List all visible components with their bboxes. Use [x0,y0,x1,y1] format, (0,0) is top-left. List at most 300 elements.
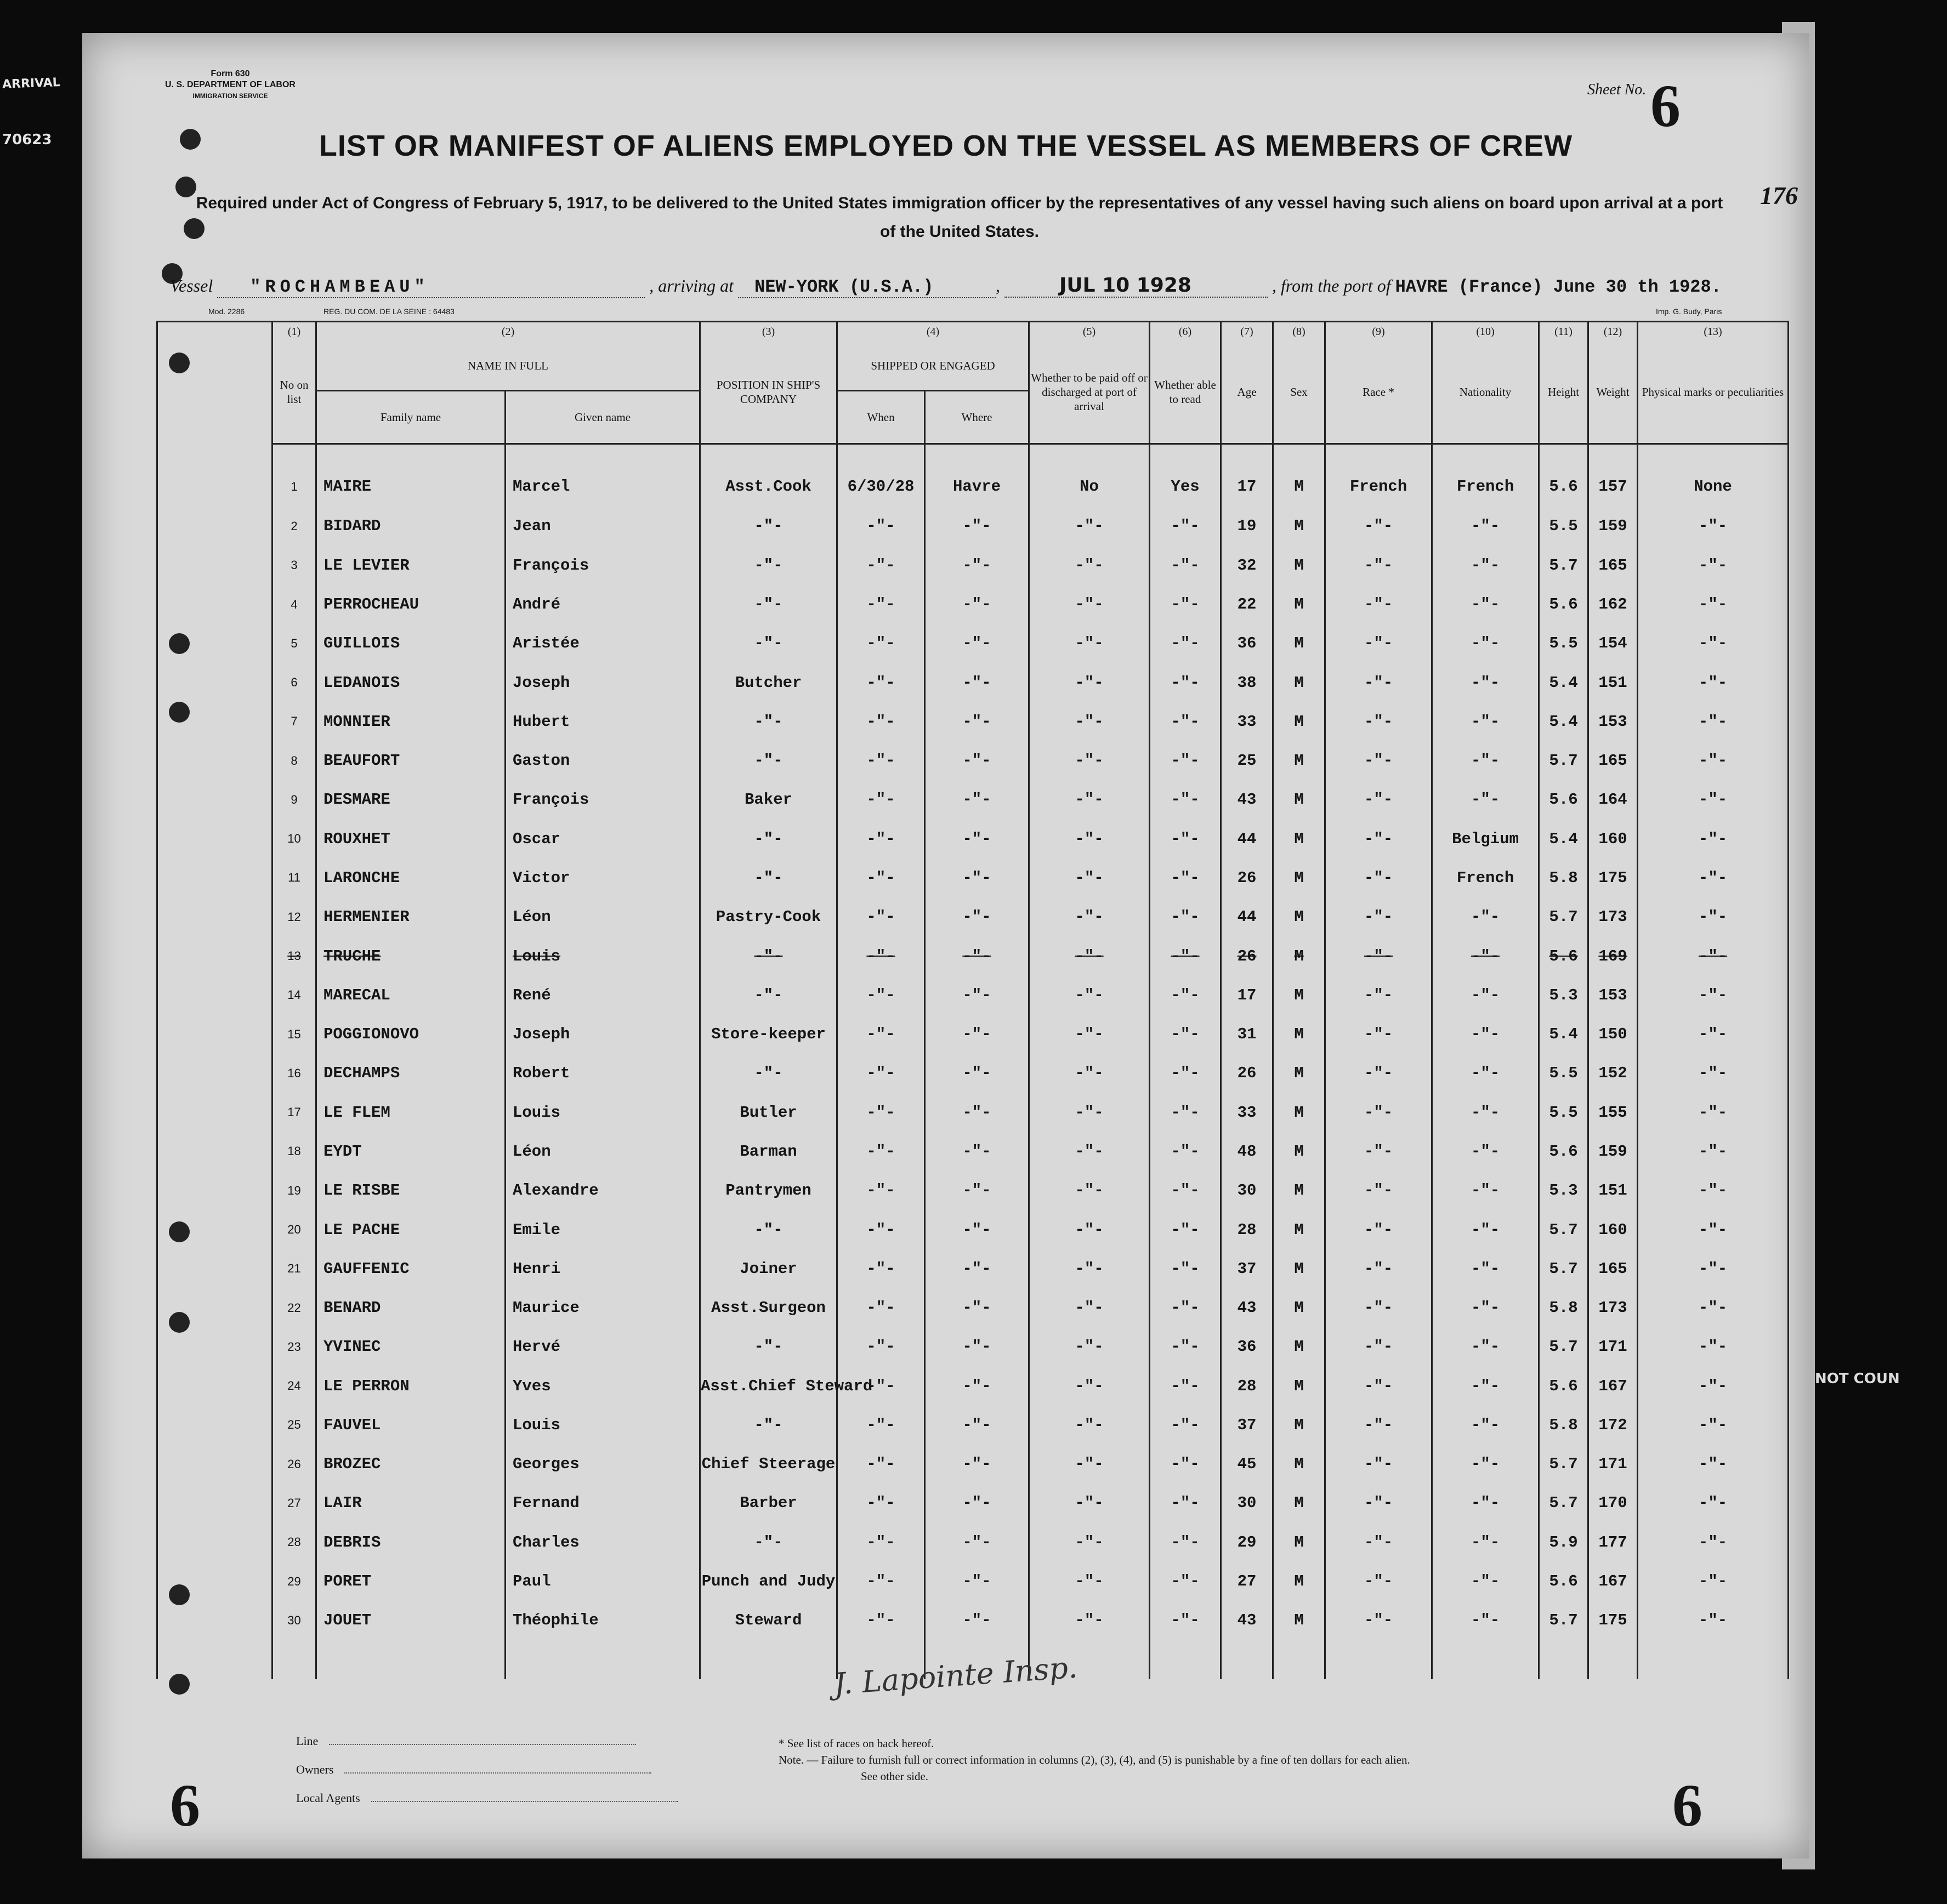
footnote [779,1735,1410,1784]
physical-marks: None [1638,444,1789,507]
arrival-port: NEW-YORK (U.S.A.) [738,277,996,298]
height: 5.6 [1539,780,1588,819]
nationality: -"- [1432,1210,1539,1249]
header-nationality: Nationality [1432,341,1539,444]
position: -"- [700,976,837,1015]
able-to-read: -"- [1150,546,1221,585]
position: Asst.Chief Steward [700,1366,837,1405]
given-name: Marcel [506,444,700,507]
margin-cell [157,820,273,859]
row-number: 17 [273,1093,316,1132]
margin-cell [157,1601,273,1640]
given-name: Maurice [506,1288,700,1327]
owners-field [344,1772,651,1774]
weight: 167 [1588,1366,1638,1405]
row-number: 28 [273,1523,316,1562]
family-name: LE LEVIER [316,546,506,585]
margin-cell [157,1093,273,1132]
shipped-where: -"- [925,1288,1029,1327]
weight: 177 [1588,1523,1638,1562]
margin-cell [157,1249,273,1288]
margin-cell [157,1015,273,1054]
paid-off: -"- [1029,1288,1150,1327]
row-number: 7 [273,702,316,741]
age: 25 [1221,741,1273,780]
physical-marks: -"- [1638,1054,1789,1093]
age: 37 [1221,1406,1273,1445]
able-to-read: -"- [1150,1015,1221,1054]
table-row [157,1406,1789,1445]
arriving-label: , arriving at [649,276,734,295]
able-to-read: -"- [1150,1171,1221,1210]
race: -"- [1325,702,1432,741]
family-name: LE FLEM [316,1093,506,1132]
physical-marks: -"- [1638,507,1789,545]
paid-off: -"- [1029,1406,1150,1445]
owners-label: Owners [296,1763,334,1776]
margin-cell [157,936,273,975]
age: 17 [1221,444,1273,507]
given-name: Georges [506,1445,700,1484]
family-name: LAIR [316,1484,506,1522]
age: 19 [1221,507,1273,545]
family-name: MAIRE [316,444,506,507]
nationality: -"- [1432,1015,1539,1054]
row-number: 5 [273,624,316,663]
weight: 169 [1588,936,1638,975]
race: -"- [1325,820,1432,859]
family-name: HERMENIER [316,897,506,936]
inspector-signature: J. Lapointe Insp. [832,1650,1078,1702]
position: -"- [700,1523,837,1562]
printer-reference: Imp. G. Budy, Paris [1656,307,1722,316]
height: 5.7 [1539,1445,1588,1484]
paid-off: -"- [1029,1171,1150,1210]
shipped-when: -"- [837,702,925,741]
race: -"- [1325,624,1432,663]
table-row [157,1562,1789,1601]
table-row [157,444,1789,507]
able-to-read: -"- [1150,1445,1221,1484]
paid-off: -"- [1029,546,1150,585]
header-weight: Weight [1588,341,1638,444]
sex: M [1273,1445,1325,1484]
margin-column-header [157,322,273,444]
registry-reference: REG. DU COM. DE LA SEINE : 64483 [323,307,455,316]
able-to-read: -"- [1150,897,1221,936]
arrival-date-stamp: JUL 10 1928 [1004,274,1268,298]
weight: 173 [1588,1288,1638,1327]
family-name: PERROCHEAU [316,585,506,624]
height: 5.3 [1539,1171,1588,1210]
nationality: -"- [1432,1445,1539,1484]
table-row [157,1327,1789,1366]
paid-off: -"- [1029,1601,1150,1640]
race-footnote: * See list of races on back hereof. [779,1737,934,1750]
sex: M [1273,1327,1325,1366]
line-field [329,1744,636,1745]
empty-cell [1539,1640,1588,1679]
able-to-read: -"- [1150,1601,1221,1640]
sex: M [1273,585,1325,624]
paid-off: -"- [1029,859,1150,897]
nationality: -"- [1432,1327,1539,1366]
height: 5.8 [1539,1288,1588,1327]
weight: 175 [1588,1601,1638,1640]
table-row [157,820,1789,859]
weight: 171 [1588,1327,1638,1366]
family-name: BIDARD [316,507,506,545]
table-row [157,1132,1789,1171]
height: 5.4 [1539,663,1588,702]
row-number: 2 [273,507,316,545]
weight: 165 [1588,546,1638,585]
vessel-name: "ROCHAMBEAU" [217,277,645,298]
row-number: 15 [273,1015,316,1054]
physical-marks: -"- [1638,936,1789,975]
paid-off: -"- [1029,663,1150,702]
sex: M [1273,444,1325,507]
height: 5.5 [1539,624,1588,663]
nationality: -"- [1432,702,1539,741]
shipped-where: -"- [925,1093,1029,1132]
height: 5.6 [1539,1366,1588,1405]
able-to-read: -"- [1150,1523,1221,1562]
able-to-read: -"- [1150,1484,1221,1522]
able-to-read: -"- [1150,585,1221,624]
row-number: 19 [273,1171,316,1210]
col-num: (7) [1221,322,1273,342]
margin-cell [157,702,273,741]
position: Asst.Cook [700,444,837,507]
weight: 172 [1588,1406,1638,1445]
age: 43 [1221,1601,1273,1640]
shipped-where: -"- [925,1054,1029,1093]
header-shipped-engaged: SHIPPED OR ENGAGED [837,341,1029,391]
nationality: -"- [1432,1054,1539,1093]
position: Butler [700,1093,837,1132]
shipped-where: -"- [925,1601,1029,1640]
position: -"- [700,1054,837,1093]
position: Store-keeper [700,1015,837,1054]
row-number: 14 [273,976,316,1015]
given-name: Henri [506,1249,700,1288]
paid-off: -"- [1029,585,1150,624]
race: -"- [1325,1015,1432,1054]
col-num: (11) [1539,322,1588,342]
family-name: MONNIER [316,702,506,741]
position: -"- [700,1327,837,1366]
sheet-number-label: Sheet No. [1587,81,1647,98]
page-title: LIST OR MANIFEST OF ALIENS EMPLOYED ON THE VESSEL AS MEMBERS OF CREW [319,129,1573,162]
position: Punch and Judy [700,1562,837,1601]
age: 43 [1221,780,1273,819]
sex: M [1273,507,1325,545]
paid-off: -"- [1029,780,1150,819]
nationality: French [1432,859,1539,897]
given-name: Théophile [506,1601,700,1640]
family-name: PORET [316,1562,506,1601]
table-row [157,507,1789,545]
given-name: Robert [506,1054,700,1093]
height: 5.7 [1539,1484,1588,1522]
physical-marks: -"- [1638,1015,1789,1054]
position: -"- [700,585,837,624]
weight: 165 [1588,741,1638,780]
given-name: Oscar [506,820,700,859]
physical-marks: -"- [1638,820,1789,859]
given-name: Paul [506,1562,700,1601]
table-row [157,1093,1789,1132]
age: 26 [1221,1054,1273,1093]
age: 33 [1221,1093,1273,1132]
age: 36 [1221,1327,1273,1366]
race: -"- [1325,1406,1432,1445]
sex: M [1273,1366,1325,1405]
header-position: POSITION IN SHIP'S COMPANY [700,341,837,444]
able-to-read: -"- [1150,1366,1221,1405]
height: 5.7 [1539,1210,1588,1249]
shipped-when: -"- [837,1366,925,1405]
empty-cell [1325,1640,1432,1679]
col-num: (10) [1432,322,1539,342]
race: -"- [1325,1327,1432,1366]
able-to-read: -"- [1150,1406,1221,1445]
given-name: Hubert [506,702,700,741]
physical-marks: -"- [1638,1445,1789,1484]
department-name: U. S. DEPARTMENT OF LABOR [165,80,296,89]
weight: 160 [1588,1210,1638,1249]
able-to-read: -"- [1150,976,1221,1015]
paid-off: -"- [1029,702,1150,741]
position: -"- [700,624,837,663]
able-to-read: -"- [1150,624,1221,663]
position: -"- [700,741,837,780]
given-name: Gaston [506,741,700,780]
nationality: -"- [1432,1288,1539,1327]
sex: M [1273,976,1325,1015]
weight: 154 [1588,624,1638,663]
row-number: 26 [273,1445,316,1484]
row-number: 6 [273,663,316,702]
shipped-when: -"- [837,780,925,819]
table-row [157,546,1789,585]
shipped-where: -"- [925,1210,1029,1249]
paid-off: -"- [1029,976,1150,1015]
able-to-read: -"- [1150,702,1221,741]
position: -"- [700,1406,837,1445]
weight: 155 [1588,1093,1638,1132]
able-to-read: -"- [1150,1327,1221,1366]
left-stamp-number: 70623 [2,132,52,148]
empty-cell [1273,1640,1325,1679]
family-name: GUILLOIS [316,624,506,663]
sex: M [1273,1054,1325,1093]
col-num: (1) [273,322,316,342]
table-row [157,936,1789,975]
race: -"- [1325,859,1432,897]
physical-marks: -"- [1638,780,1789,819]
able-to-read: -"- [1150,936,1221,975]
nationality: -"- [1432,976,1539,1015]
race: -"- [1325,976,1432,1015]
row-number: 12 [273,897,316,936]
model-reference: Mod. 2286 [208,307,245,316]
age: 38 [1221,663,1273,702]
column-header-row [157,341,1789,391]
col-num: (2) [316,322,700,342]
weight: 160 [1588,820,1638,859]
sex: M [1273,897,1325,936]
nationality: -"- [1432,1171,1539,1210]
shipped-where: -"- [925,663,1029,702]
sheet-number-bottom-right: 6 [1672,1772,1702,1839]
race: -"- [1325,1562,1432,1601]
age: 26 [1221,936,1273,975]
header-age: Age [1221,341,1273,444]
table-row [157,1054,1789,1093]
physical-marks: -"- [1638,1132,1789,1171]
nationality: -"- [1432,1562,1539,1601]
sex: M [1273,1132,1325,1171]
margin-cell [157,897,273,936]
paid-off: No [1029,444,1150,507]
position: Asst.Surgeon [700,1288,837,1327]
header-family-name: Family name [316,391,506,444]
sex: M [1273,546,1325,585]
header-physical-marks: Physical marks or peculiarities [1638,341,1789,444]
margin-cell [157,1523,273,1562]
height: 5.7 [1539,1601,1588,1640]
weight: 157 [1588,444,1638,507]
see-other-side: See other side. [861,1770,929,1783]
position: Steward [700,1601,837,1640]
margin-cell [157,1210,273,1249]
table-row [157,1484,1789,1522]
shipped-where: -"- [925,1015,1029,1054]
shipped-when: -"- [837,1132,925,1171]
race: -"- [1325,1210,1432,1249]
sex: M [1273,1015,1325,1054]
race: -"- [1325,1445,1432,1484]
paid-off: -"- [1029,741,1150,780]
shipped-where: -"- [925,936,1029,975]
header-race: Race * [1325,341,1432,444]
shipped-when: 6/30/28 [837,444,925,507]
row-number: 27 [273,1484,316,1522]
shipped-when: -"- [837,507,925,545]
table-row [157,976,1789,1015]
shipped-where: -"- [925,820,1029,859]
row-number: 8 [273,741,316,780]
row-number: 21 [273,1249,316,1288]
sex: M [1273,1093,1325,1132]
age: 36 [1221,624,1273,663]
table-row [157,585,1789,624]
margin-cell [157,1484,273,1522]
height: 5.5 [1539,507,1588,545]
shipped-when: -"- [837,820,925,859]
physical-marks: -"- [1638,1249,1789,1288]
sex: M [1273,820,1325,859]
table-row [157,780,1789,819]
weight: 175 [1588,859,1638,897]
position: -"- [700,702,837,741]
table-row [157,624,1789,663]
able-to-read: -"- [1150,507,1221,545]
nationality: -"- [1432,546,1539,585]
margin-cell [157,624,273,663]
able-to-read: -"- [1150,820,1221,859]
able-to-read: -"- [1150,1093,1221,1132]
position: Barman [700,1132,837,1171]
row-number: 18 [273,1132,316,1171]
height: 5.6 [1539,585,1588,624]
margin-cell [157,1562,273,1601]
col-num: (5) [1029,322,1150,342]
shipped-when: -"- [837,897,925,936]
row-number: 11 [273,859,316,897]
height: 5.4 [1539,702,1588,741]
nationality: -"- [1432,741,1539,780]
sex: M [1273,663,1325,702]
weight: 167 [1588,1562,1638,1601]
form-header [143,69,318,101]
height: 5.4 [1539,820,1588,859]
weight: 173 [1588,897,1638,936]
position: -"- [700,507,837,545]
race: French [1325,444,1432,507]
header-when: When [837,391,925,444]
nationality: -"- [1432,1523,1539,1562]
shipped-when: -"- [837,1288,925,1327]
shipped-when: -"- [837,1210,925,1249]
paid-off: -"- [1029,1523,1150,1562]
sex: M [1273,741,1325,780]
header-name-in-full: NAME IN FULL [316,341,700,391]
race: -"- [1325,507,1432,545]
sex: M [1273,1523,1325,1562]
sex: M [1273,1249,1325,1288]
row-number: 23 [273,1327,316,1366]
col-num: (13) [1638,322,1789,342]
nationality: Belgium [1432,820,1539,859]
vessel-label: Vessel [170,276,213,295]
height: 5.7 [1539,1327,1588,1366]
margin-cell [157,1171,273,1210]
given-name: Victor [506,859,700,897]
family-name: ROUXHET [316,820,506,859]
family-name: LE RISBE [316,1171,506,1210]
sheet-number: 6 [1650,72,1681,139]
table-row [157,1015,1789,1054]
paid-off: -"- [1029,1210,1150,1249]
sex: M [1273,1484,1325,1522]
empty-cell [1432,1640,1539,1679]
manifest-sheet [82,33,1809,1858]
given-name: Yves [506,1366,700,1405]
physical-marks: -"- [1638,1562,1789,1601]
margin-cell [157,1366,273,1405]
page-stamp-number: 176 [1760,181,1798,209]
sex: M [1273,1562,1325,1601]
race: -"- [1325,1249,1432,1288]
age: 44 [1221,820,1273,859]
row-number: 25 [273,1406,316,1445]
height: 5.5 [1539,1054,1588,1093]
shipped-where: -"- [925,1249,1029,1288]
left-arrival-mark: ARRIVAL [2,76,61,92]
